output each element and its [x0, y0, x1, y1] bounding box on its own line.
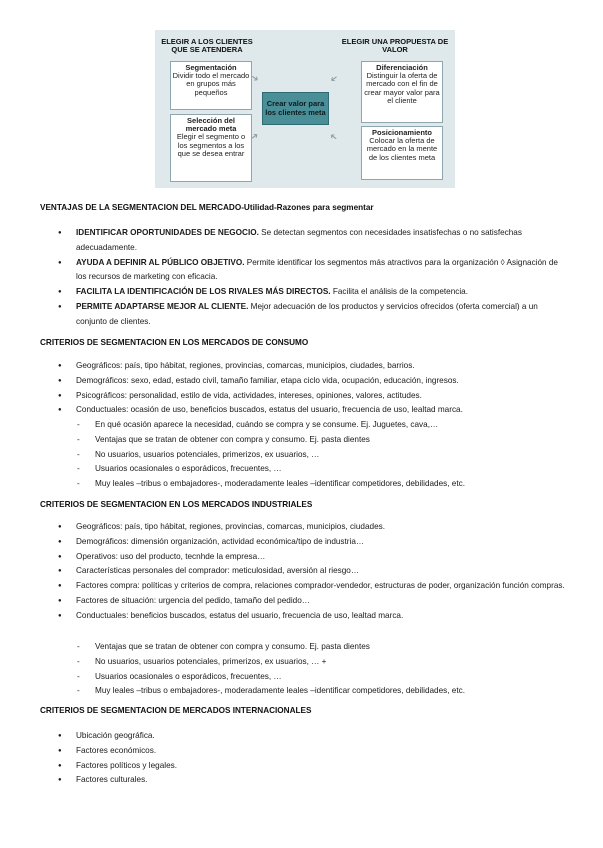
- sub-list-item: - En qué ocasión aparece la necesidad, cuándo se compra y se consume. Ej. Juguetes, cava,…: [77, 418, 577, 433]
- section-title-consumo: CRITERIOS DE SEGMENTACION EN LOS MERCADOS DE CONSUMO: [40, 338, 309, 347]
- list-item: ● Factores económicos.: [58, 744, 568, 759]
- box-text: Distinguir la oferta de mercado con el fin de crear mayor valor para el cliente: [364, 71, 440, 105]
- box-segmentacion: [170, 61, 252, 110]
- arrow-icon: ➔: [249, 71, 262, 85]
- sub-list-item: - No usuarios, usuarios potenciales, primerizos, ex usuarios, …: [77, 448, 577, 463]
- list-item: ● AYUDA A DEFINIR AL PÚBLICO OBJETIVO. Permite identificar los segmentos más atractivos para la organización ◊ Asignación de los recursos de marketing con eficacia.: [58, 256, 568, 286]
- list-item: ● Demográficos: dimensión organización, actividad económica/tipo de industria…: [58, 535, 568, 550]
- list-item: ● Psicográficos: personalidad, estilo de vida, actividades, intereses, opiniones, valores, actitudes.: [58, 389, 568, 404]
- box-title: Segmentación: [185, 63, 237, 72]
- industriales-sublist: [77, 640, 577, 699]
- section-title-industriales: CRITERIOS DE SEGMENTACION EN LOS MERCADOS INDUSTRIALES: [40, 500, 313, 509]
- list-item: ● Factores culturales.: [58, 773, 568, 788]
- list-item: ● Factores compra: políticas y criterios de compra, relaciones comprador-vendedor, estructuras de poder, organización función compras.: [58, 579, 568, 594]
- section-title-internacionales: CRITERIOS DE SEGMENTACION DE MERCADOS INTERNACIONALES: [40, 706, 312, 715]
- box-title: Posicionamiento: [371, 128, 432, 137]
- ventajas-list: [58, 226, 568, 330]
- section-title-ventajas: VENTAJAS DE LA SEGMENTACION DEL MERCADO-Utilidad-Razones para segmentar: [40, 203, 374, 212]
- box-title: Diferenciación: [376, 63, 428, 72]
- sub-list-item: - Ventajas que se tratan de obtener con compra y consumo. Ej. pasta dientes: [77, 640, 577, 655]
- list-item: ● Geográficos: país, tipo hábitat, regiones, provincias, comarcas, municipios, ciudades.: [58, 520, 568, 535]
- list-item: ● Demográficos: sexo, edad, estado civil, tamaño familiar, etapa ciclo vida, ocupación, educación, ingresos.: [58, 374, 568, 389]
- list-item: ● Características personales del comprador: meticulosidad, aversión al riesgo…: [58, 564, 568, 579]
- industriales-list: [58, 520, 568, 624]
- consumo-sublist: [77, 418, 577, 492]
- box-seleccion-mercado-meta: [170, 114, 252, 182]
- arrow-icon: ➔: [327, 130, 340, 144]
- right-column-title: ELEGIR UNA PROPUESTA DE VALOR: [341, 37, 449, 54]
- list-item: ● Operativos: uso del producto, tecnhde la empresa…: [58, 550, 568, 565]
- left-column-title: ELEGIR A LOS CLIENTES QUE SE ATENDERA: [161, 37, 253, 54]
- box-posicionamiento: [361, 126, 443, 180]
- sub-list-item: - Muy leales –tribus o embajadores-, moderadamente leales –identificar competidores, debilidades, etc.: [77, 684, 577, 699]
- sub-list-item: - No usuarios, usuarios potenciales, primerizos, ex usuarios, … +: [77, 655, 577, 670]
- box-text: Elegir el segmento o los segmentos a los que se desea entrar: [176, 132, 246, 158]
- consumo-list: [58, 359, 568, 418]
- sub-list-item: - Ventajas que se tratan de obtener con compra y consumo. Ej. pasta dientes: [77, 433, 577, 448]
- list-item: ● PERMITE ADAPTARSE MEJOR AL CLIENTE. Mejor adecuación de los productos y servicios ofrecidos (oferta comercial) a un conjunto de clientes.: [58, 300, 568, 330]
- box-diferenciacion: [361, 61, 443, 123]
- box-text: Colocar la oferta de mercado en la mente de los clientes meta: [366, 136, 438, 162]
- box-title: Selección del mercado meta: [185, 116, 237, 134]
- sub-list-item: - Usuarios ocasionales o esporádicos, frecuentes, …: [77, 670, 577, 685]
- list-item: ● Factores políticos y legales.: [58, 759, 568, 774]
- list-item: ● Ubicación geográfica.: [58, 729, 568, 744]
- list-item: ● IDENTIFICAR OPORTUNIDADES DE NEGOCIO. Se detectan segmentos con necesidades insatisfechas o no satisfechas adecuadamente.: [58, 226, 568, 256]
- internacionales-list: [58, 729, 568, 788]
- arrow-icon: ➔: [248, 129, 261, 143]
- list-item: ● Factores de situación: urgencia del pedido, tamaño del pedido…: [58, 594, 568, 609]
- list-item: ● Conductuales: beneficios buscados, estatus del usuario, frecuencia de uso, lealtad marca.: [58, 609, 568, 624]
- box-text: Dividir todo el mercado en grupos más pequeños: [172, 71, 250, 97]
- list-item: ● Conductuales: ocasión de uso, beneficios buscados, estatus del usuario, frecuencia de uso, lealtad marca.: [58, 403, 568, 418]
- segmentation-diagram: [155, 30, 455, 188]
- sub-list-item: - Muy leales –tribus o embajadores-, moderadamente leales –identificar competidores, debilidades, etc.: [77, 477, 577, 492]
- sub-list-item: - Usuarios ocasionales o esporádicos, frecuentes, …: [77, 462, 577, 477]
- arrow-icon: ➔: [328, 72, 341, 86]
- center-value-box: Crear valor para los clientes meta: [262, 92, 329, 125]
- list-item: ● Geográficos: país, tipo hábitat, regiones, provincias, comarcas, municipios, ciudades, barrios.: [58, 359, 568, 374]
- list-item: ● FACILITA LA IDENTIFICACIÓN DE LOS RIVALES MÁS DIRECTOS. Facilita el análisis de la competencia.: [58, 285, 568, 300]
